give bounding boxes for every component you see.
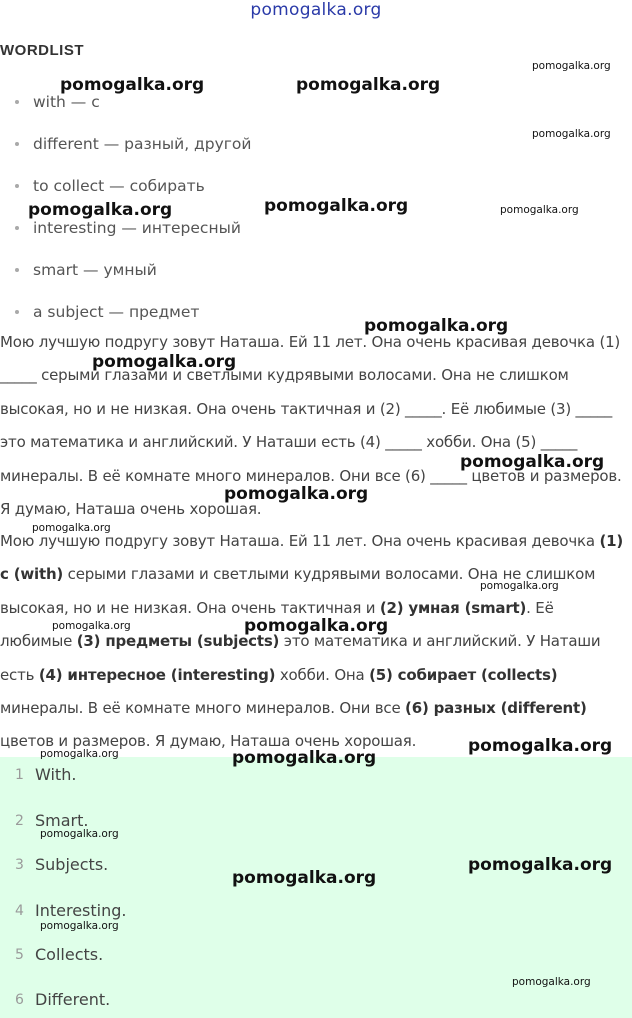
answer-row: 3 Subjects. xyxy=(15,855,109,874)
watermark: pomogalka.org xyxy=(40,920,119,932)
watermark: pomogalka.org xyxy=(468,855,613,875)
watermark: pomogalka.org xyxy=(232,868,377,888)
answer-text: Мою лучшую подругу зовут Наташа. Ей 11 лет. Она очень красивая девочка (1) с (with) серыми глазами и светлыми кудрявыми волосами. Она не слишком высокая, но и не низкая. Она очень тактичная и (2) умная (smart). Её любимые (3) предметы (subjects) это математика и английский. У Наташи есть (4) интересное (interesting) хобби. Она (5) собирает (collects) минералы. В её комнате много минералов. Они все (6) разных (different) цветов и размеров. Я думаю, Наташа очень хорошая. xyxy=(0,532,624,751)
watermark: pomogalka.org xyxy=(40,748,119,760)
bullet-icon xyxy=(15,268,19,272)
watermark: pomogalka.org xyxy=(364,316,509,336)
answer-row: 2 Smart. xyxy=(15,811,89,830)
bullet-icon xyxy=(15,310,19,314)
bullet-icon xyxy=(15,184,19,188)
watermark: pomogalka.org xyxy=(468,736,613,756)
watermark: pomogalka.org xyxy=(60,75,205,95)
bullet-icon xyxy=(15,100,19,104)
watermark: pomogalka.org xyxy=(28,200,173,220)
watermark: pomogalka.org xyxy=(232,748,377,768)
wordlist-item: with — с xyxy=(14,90,252,132)
wordlist-item: smart — умный xyxy=(14,258,252,300)
watermark: pomogalka.org xyxy=(512,976,591,988)
answer-row: 5 Collects. xyxy=(15,945,104,964)
watermark: pomogalka.org xyxy=(500,204,579,216)
bullet-icon xyxy=(15,142,19,146)
answer-row: 6 Different. xyxy=(15,990,111,1009)
watermark: pomogalka.org xyxy=(532,60,611,72)
wordlist-item: interesting — интересный xyxy=(14,216,252,258)
watermark: pomogalka.org xyxy=(244,616,389,636)
watermark: pomogalka.org xyxy=(532,128,611,140)
wordlist-item: a subject — предмет xyxy=(14,300,252,342)
answer-highlight: (3) предметы (subjects) xyxy=(76,632,280,651)
watermark: pomogalka.org xyxy=(40,828,119,840)
answer-highlight: (1) с (with) xyxy=(0,532,624,584)
wordlist-item: to collect — собирать xyxy=(14,174,252,216)
watermark: pomogalka.org xyxy=(92,352,237,372)
answer-row: 4 Interesting. xyxy=(15,901,127,920)
watermark: pomogalka.org xyxy=(264,196,409,216)
watermark: pomogalka.org xyxy=(296,75,441,95)
bullet-icon xyxy=(15,226,19,230)
site-header-link[interactable]: pomogalka.org xyxy=(250,0,382,20)
task-text: Мою лучшую подругу зовут Наташа. Ей 11 лет. Она очень красивая девочка (1) _____ серыми глазами и светлыми кудрявыми волосами. Она не слишком высокая, но и не низкая. Она очень тактичная и (2) _____. Её любимые (3) _____ это математика и английский. У Наташи есть (4) _____ хобби. Она (5) _____ минералы. В её комнате много минералов. Они все (6) _____ цветов и размеров. Я думаю, Наташа очень хорошая. xyxy=(0,333,622,519)
answer-row: 1 With. xyxy=(15,765,77,784)
watermark: pomogalka.org xyxy=(224,484,369,504)
answer-highlight: (4) интересное (interesting) xyxy=(38,665,276,684)
watermark: pomogalka.org xyxy=(460,452,605,472)
wordlist-title: WORDLIST xyxy=(0,42,84,59)
watermark: pomogalka.org xyxy=(480,580,559,592)
answer-highlight: (6) разных (different) xyxy=(405,699,587,718)
answer-highlight: (2) умная (smart) xyxy=(379,598,527,617)
answer-highlight: (5) собирает (collects) xyxy=(369,665,558,684)
watermark: pomogalka.org xyxy=(32,522,111,534)
watermark: pomogalka.org xyxy=(52,620,131,632)
wordlist-item: different — разный, другой xyxy=(14,132,252,174)
